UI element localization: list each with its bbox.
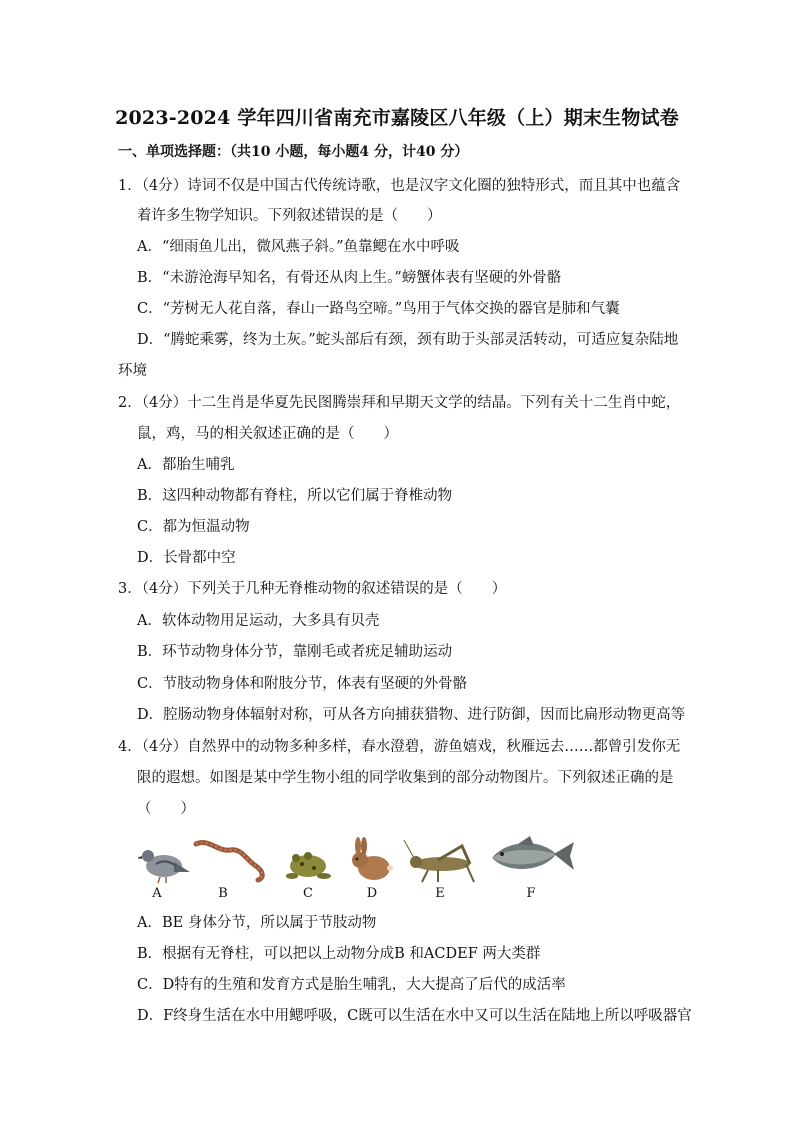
q3-option-d: D．腔肠动物身体辐射对称，可从各方向捕获猎物、进行防御，因而比扁形动物更高等 xyxy=(137,707,686,723)
figure-label-c: C xyxy=(303,886,313,901)
q3-stem: 3．（4分）下列关于几种无脊椎动物的叙述错误的是（ ） xyxy=(118,581,507,597)
pigeon-icon xyxy=(138,850,190,883)
frog-icon xyxy=(286,852,331,879)
q1-option-d-line1: D．“腾蛇乘雾，终为土灰。”蛇头部后有颈，颈有助于头部灵活转动，可适应复杂陆地 xyxy=(137,332,679,348)
grasshopper-icon xyxy=(404,840,474,882)
q3-option-b: B．环节动物身体分节，靠刚毛或者疣足辅助运动 xyxy=(137,644,453,660)
q3-option-c: C．节肢动物身体和附肢分节，体表有坚硬的外骨骼 xyxy=(137,676,468,692)
figure-label-d: D xyxy=(366,886,378,901)
q4-option-a: A．BE 身体分节，所以属于节肢动物 xyxy=(137,915,377,931)
q1-option-c: C．“芳树无人花自落，春山一路鸟空啼。”鸟用于气体交换的器官是肺和气囊 xyxy=(137,301,620,317)
page-title: 2023-2024 学年四川省南充市嘉陵区八年级（上）期末生物试卷 xyxy=(115,107,679,129)
q1-stem-line1: 1．（4分）诗词不仅是中国古代传统诗歌，也是汉字文化圈的独特形式，而且其中也蕴含 xyxy=(118,178,681,194)
q4-stem-line2: 限的遐想。如图是某中学生物小组的同学收集到的部分动物图片。下列叙述正确的是 xyxy=(137,770,674,786)
section-heading: 一、单项选择题：（共10 小题，每小题4 分，计40 分） xyxy=(118,144,469,160)
animal-figure-drawing xyxy=(138,830,578,886)
q4-stem-line3: （ ） xyxy=(137,801,195,817)
fish-icon xyxy=(492,836,574,870)
q2-option-c: C．都为恒温动物 xyxy=(137,519,250,535)
q2-stem-line1: 2．（4分）十二生肖是华夏先民图腾崇拜和早期天文学的结晶。下列有关十二生肖中蛇， xyxy=(118,395,681,411)
animal-figure xyxy=(138,830,578,908)
q1-option-d-line2: 环境 xyxy=(118,363,147,379)
q2-stem-line2: 鼠，鸡，马的相关叙述正确的是（ ） xyxy=(137,426,398,442)
q2-option-b: B．这四种动物都有脊柱，所以它们属于脊椎动物 xyxy=(137,488,453,504)
q1-stem-line2: 着许多生物学知识。下列叙述错误的是（ ） xyxy=(137,208,442,224)
q1-option-a: A．“细雨鱼儿出，微风燕子斜。”鱼靠鳃在水中呼吸 xyxy=(137,239,460,255)
q1-option-b: B．“未游沧海早知名，有骨还从肉上生。”螃蟹体表有坚硬的外骨骼 xyxy=(137,270,562,286)
figure-label-b: B xyxy=(218,886,228,901)
q4-stem-line1: 4．（4分）自然界中的动物多种多样，春水澄碧，游鱼嬉戏，秋雁远去……都曾引发你无 xyxy=(118,739,681,755)
q2-option-d: D．长骨都中空 xyxy=(137,550,236,566)
q4-option-c: C．D特有的生殖和发育方式是胎生哺乳，大大提高了后代的成活率 xyxy=(137,977,566,993)
earthworm-icon xyxy=(196,842,262,880)
q3-option-a: A．软体动物用足运动，大多具有贝壳 xyxy=(137,613,380,629)
q2-option-a: A．都胎生哺乳 xyxy=(137,457,235,473)
rabbit-icon xyxy=(352,837,393,880)
q4-option-d: D．F终身生活在水中用鳃呼吸，C既可以生活在水中又可以生活在陆地上所以呼吸器官 xyxy=(137,1008,692,1024)
q4-option-b: B．根据有无脊柱，可以把以上动物分成B 和ACDEF 两大类群 xyxy=(137,946,541,962)
figure-label-a: A xyxy=(152,886,162,901)
figure-label-e: E xyxy=(435,886,445,901)
figure-label-f: F xyxy=(526,886,536,901)
